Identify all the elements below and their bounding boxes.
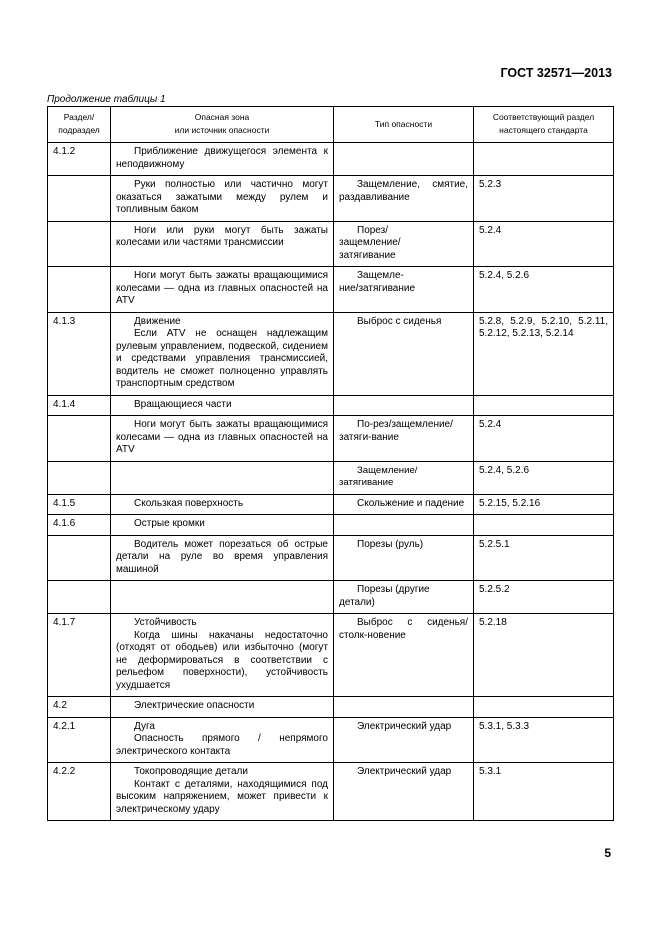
cell-hazard-source [111, 614, 334, 697]
cell-section [48, 416, 111, 462]
cell-reference: 5.2.4, 5.2.6 [474, 461, 614, 494]
table-row [48, 494, 614, 515]
table-row [48, 416, 614, 462]
cell-hazard-source: Острые кромки [111, 515, 334, 536]
cell-hazard-source [111, 312, 334, 395]
cell-hazard-source: Водитель может порезаться об острые детали на руле во время управления машиной [111, 535, 334, 581]
cell-hazard-type: По-рез/защемление/затяги-вание [334, 416, 474, 462]
page-number: 5 [604, 846, 611, 860]
header-hazard-source-line1: Опасная зона [194, 112, 250, 122]
table-row [48, 176, 614, 222]
cell-hazard-source: Ноги могут быть зажаты вращающимися колесами — одна из главных опасностей на ATV [111, 416, 334, 462]
table-row [48, 267, 614, 313]
cell-section: 4.2.1 [48, 717, 111, 763]
cell-reference [474, 143, 614, 176]
cell-hazard-source: Скользкая поверхность [111, 494, 334, 515]
cell-reference [474, 395, 614, 416]
header-hazard-type: Тип опасности [334, 107, 474, 143]
cell-section [48, 581, 111, 614]
table-row [48, 535, 614, 581]
cell-section: 4.1.2 [48, 143, 111, 176]
cell-hazard-type: Электрический удар [334, 717, 474, 763]
table-row [48, 717, 614, 763]
hazard-title: Устойчивость [134, 617, 197, 628]
cell-hazard-source [111, 461, 334, 494]
header-hazard-source [111, 107, 334, 143]
hazard-description: Когда шины накачаны недостаточно (отходят от ободьев) или избыточно (могут не деформироваться в соответствии с рельефом поверхности), устойчивость ухудшается [116, 629, 328, 691]
header-standard-line2: настоящего стандарта [499, 125, 588, 135]
table-row [48, 143, 614, 176]
cell-section [48, 535, 111, 581]
cell-hazard-source: Ноги или руки могут быть зажаты колесами или частями трансмиссии [111, 221, 334, 267]
cell-hazard-type [334, 515, 474, 536]
cell-hazard-type: Выброс с сиденья [334, 312, 474, 395]
hazard-title: Движение [134, 315, 181, 327]
cell-section [48, 221, 111, 267]
cell-reference: 5.2.3 [474, 176, 614, 222]
cell-hazard-source: Вращающиеся части [111, 395, 334, 416]
cell-reference: 5.2.4, 5.2.6 [474, 267, 614, 313]
cell-hazard-source [111, 763, 334, 821]
cell-hazard-type [334, 143, 474, 176]
hazard-table [47, 106, 614, 821]
cell-hazard-type: Порезы (руль) [334, 535, 474, 581]
cell-reference: 5.2.15, 5.2.16 [474, 494, 614, 515]
cell-hazard-type: Выброс с сиденья/ столк-новение [334, 614, 474, 697]
hazard-description: Контакт с деталями, находящимися под высоким напряжением, может привести к электрическому удару [116, 778, 328, 815]
cell-reference: 5.2.18 [474, 614, 614, 697]
hazard-title: Токопроводящие детали [134, 766, 248, 777]
cell-hazard-type: Порез/ защемление/ затягивание [334, 221, 474, 267]
table-row [48, 581, 614, 614]
cell-section: 4.2 [48, 697, 111, 718]
cell-hazard-source: Руки полностью или частично могут оказаться зажатыми между рулем и топливным баком [111, 176, 334, 222]
hazard-title: Дуга [134, 720, 155, 732]
table-continuation-caption: Продолжение таблицы 1 [47, 94, 166, 105]
cell-hazard-source: Электрические опасности [111, 697, 334, 718]
cell-section [48, 267, 111, 313]
cell-hazard-source: Приближение движущегося элемента к неподвижному [111, 143, 334, 176]
cell-section: 4.1.5 [48, 494, 111, 515]
table-row [48, 763, 614, 821]
header-section-line2: подраздел [58, 125, 100, 135]
cell-reference: 5.3.1, 5.3.3 [474, 717, 614, 763]
header-hazard-source-line2: или источник опасности [174, 125, 270, 135]
cell-hazard-source: Ноги могут быть зажаты вращающимися колесами — одна из главных опасностей на ATV [111, 267, 334, 313]
cell-section: 4.1.3 [48, 312, 111, 395]
cell-reference: 5.2.4 [474, 416, 614, 462]
cell-hazard-type: Скольжение и падение [334, 494, 474, 515]
cell-hazard-type: Электрический удар [334, 763, 474, 821]
table-row [48, 221, 614, 267]
document-code: ГОСТ 32571—2013 [500, 66, 612, 80]
hazard-description: Опасность прямого / непрямого электрического контакта [116, 733, 328, 757]
cell-hazard-type [334, 395, 474, 416]
cell-hazard-type [334, 697, 474, 718]
cell-section [48, 176, 111, 222]
cell-reference [474, 697, 614, 718]
table-row [48, 697, 614, 718]
cell-reference: 5.3.1 [474, 763, 614, 821]
cell-hazard-source [111, 581, 334, 614]
cell-hazard-type: Защемле-ние/затягивание [334, 267, 474, 313]
table-row [48, 312, 614, 395]
hazard-description: Если ATV не оснащен надлежащим рулевым управлением, подвеской, сидением и средствами управления трансмиссией, водитель не сможет полноценно управлять транспортным средством [116, 328, 328, 389]
cell-hazard-type: Защемление, смятие, раздавливание [334, 176, 474, 222]
cell-reference: 5.2.5.1 [474, 535, 614, 581]
header-section-line1: Раздел/ [63, 112, 95, 122]
table-row [48, 614, 614, 697]
cell-hazard-source [111, 717, 334, 763]
cell-reference [474, 515, 614, 536]
table-row [48, 395, 614, 416]
header-standard-section [474, 107, 614, 143]
table-row [48, 461, 614, 494]
cell-reference: 5.2.5.2 [474, 581, 614, 614]
table-header-row [48, 107, 614, 143]
cell-section: 4.1.7 [48, 614, 111, 697]
header-standard-line1: Соответствующий раздел [492, 112, 595, 122]
cell-section: 4.2.2 [48, 763, 111, 821]
cell-section [48, 461, 111, 494]
cell-reference: 5.2.8, 5.2.9, 5.2.10, 5.2.11, 5.2.12, 5.2.13, 5.2.14 [474, 312, 614, 395]
table-row [48, 515, 614, 536]
cell-hazard-type: Порезы (другие детали) [334, 581, 474, 614]
cell-section: 4.1.6 [48, 515, 111, 536]
cell-hazard-type: Защемление/затягивание [334, 461, 474, 494]
header-section [48, 107, 111, 143]
cell-reference: 5.2.4 [474, 221, 614, 267]
cell-section: 4.1.4 [48, 395, 111, 416]
